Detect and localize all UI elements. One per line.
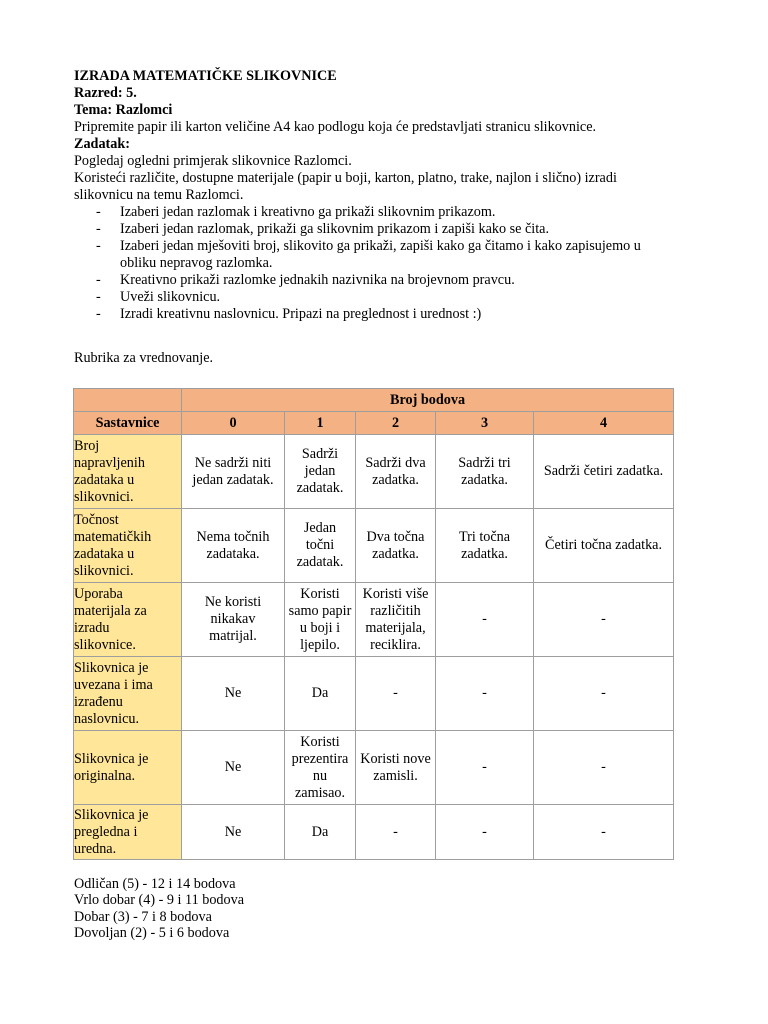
cell-line: jedan zadatak.: [192, 471, 274, 488]
cell-line: Uporaba: [74, 585, 123, 602]
bullet-dash: -: [96, 238, 101, 254]
bullet-dash: -: [96, 221, 101, 237]
cell-line: izrađenu: [74, 693, 123, 710]
cell-line: nu: [312, 767, 328, 784]
grade-line: Odličan (5) - 12 i 14 bodova: [74, 876, 236, 892]
intro-text: Pripremite papir ili karton veličine A4 kao podlogu koja će predstavljati stranicu slikovnice.: [74, 119, 597, 135]
cell-line: uvezana i ima: [74, 676, 153, 693]
cell-line: Ne: [224, 685, 242, 701]
cell-line: -: [601, 611, 606, 627]
score-cell: [285, 657, 356, 731]
score-cell: [182, 583, 285, 657]
cell-line: zadatka.: [372, 545, 419, 562]
points-group-header: Broj bodova: [182, 389, 674, 412]
task-line-1: Pogledaj ogledni primjerak slikovnice Razlomci.: [74, 153, 352, 169]
task-text: Kreativno prikaži razlomke jednakih nazivnika na brojevnom pravcu.: [120, 272, 515, 288]
score-cell: [182, 435, 285, 509]
grade-line: Dovoljan (2) - 5 i 6 bodova: [74, 924, 230, 941]
score-cell: [436, 583, 534, 657]
cell-line: zadataka u: [74, 545, 135, 562]
score-cell: [436, 805, 534, 860]
cell-line: slikovnici.: [74, 488, 134, 505]
table-row: [74, 731, 674, 805]
task-list-item: [74, 289, 694, 306]
cell-line: izradu: [74, 619, 110, 636]
cell-line: Jedan: [303, 520, 337, 536]
score-cell: [534, 657, 674, 731]
criterion-cell: [74, 731, 182, 805]
cell-line: Ne koristi: [204, 594, 262, 610]
criterion-cell: [74, 657, 182, 731]
criterion-cell: [74, 435, 182, 509]
score-cell: [182, 509, 285, 583]
cell-line: Koristi više: [362, 585, 429, 602]
score-cell: [285, 583, 356, 657]
cell-line: zamisli.: [373, 767, 418, 784]
score-cell: [436, 657, 534, 731]
cell-line: naslovnicu.: [74, 710, 140, 727]
task-list-item: [74, 306, 694, 323]
cell-line: Slikovnica je: [74, 750, 149, 767]
cell-line: Ne: [224, 823, 242, 840]
task-list-item: [74, 272, 694, 289]
cell-line: Ne: [224, 759, 242, 775]
task-line-2b: slikovnicu na temu Razlomci.: [74, 187, 244, 203]
table-row: [74, 657, 674, 731]
cell-line: originalna.: [74, 767, 136, 784]
table-row: [74, 805, 674, 860]
grade-line: Dobar (3) - 7 i 8 bodova: [74, 908, 212, 925]
cell-line: Sadrži: [301, 446, 339, 462]
cell-line: napravljenih: [74, 454, 145, 471]
score-cell: [182, 657, 285, 731]
table-row: [74, 509, 674, 583]
score-cell: [436, 435, 534, 509]
criterion-cell: [74, 509, 182, 583]
cell-line: Nema točnih: [196, 528, 270, 545]
criterion-cell: [74, 805, 182, 860]
cell-line: -: [393, 685, 398, 701]
cell-line: različitih: [370, 602, 421, 619]
cell-line: nikakav: [210, 611, 256, 627]
cell-line: pregledna i: [74, 823, 138, 840]
cell-line: Sadrži tri: [458, 454, 511, 471]
cell-line: Sadrži četiri zadatka.: [543, 463, 664, 479]
cell-line: zadatka.: [461, 471, 508, 488]
bullet-dash: -: [96, 272, 101, 288]
cell-line: matematičkih: [74, 528, 152, 545]
cell-line: Sadrži dva: [365, 454, 426, 471]
score-cell: [182, 731, 285, 805]
cell-line: Koristi: [300, 733, 340, 750]
cell-line: Koristi nove: [360, 750, 431, 767]
rubric-caption: Rubrika za vrednovanje.: [74, 350, 214, 366]
task-list: [74, 204, 694, 323]
points-header-cell: 4: [534, 412, 674, 435]
cell-line: -: [601, 685, 606, 701]
table-row: [74, 435, 674, 509]
criterion-cell: [74, 583, 182, 657]
grade-scale: [74, 876, 244, 941]
score-cell: [182, 805, 285, 860]
points-header-cell: 2: [356, 412, 436, 435]
cell-line: zadatka.: [372, 471, 419, 488]
cell-line: zadataka.: [206, 545, 260, 562]
cell-line: Tri točna: [458, 528, 511, 545]
bullet-dash: -: [96, 306, 101, 322]
task-list-item: [74, 255, 694, 272]
score-cell: [534, 805, 674, 860]
score-cell: [356, 435, 436, 509]
score-cell: [356, 583, 436, 657]
points-header-cell: 0: [182, 412, 285, 435]
cell-line: slikovnice.: [74, 636, 136, 653]
cell-line: zadatak.: [296, 554, 344, 570]
score-cell: [356, 805, 436, 860]
cell-line: samo papir: [288, 602, 352, 619]
cell-line: -: [482, 759, 487, 775]
cell-line: slikovnici.: [74, 562, 134, 579]
score-cell: [356, 509, 436, 583]
cell-line: Broj: [74, 437, 100, 454]
cell-line: -: [601, 759, 606, 775]
score-cell: [285, 731, 356, 805]
task-text: Izaberi jedan mješoviti broj, slikovito ga prikaži, zapiši kako ga čitamo i kako zapisujemo u: [120, 238, 641, 254]
rubric-table: [73, 388, 674, 860]
task-list-item: [74, 204, 694, 221]
cell-line: Slikovnica je: [74, 659, 149, 676]
score-cell: [534, 583, 674, 657]
table-row: [74, 583, 674, 657]
cell-line: materijala za: [74, 602, 147, 619]
score-cell: [356, 657, 436, 731]
document-title: IZRADA MATEMATIČKE SLIKOVNICE: [74, 68, 337, 84]
score-cell: [356, 731, 436, 805]
score-cell: [285, 509, 356, 583]
task-heading: Zadatak:: [74, 136, 130, 152]
cell-line: zadatka.: [461, 545, 508, 562]
grade-label: Razred: 5.: [74, 85, 137, 101]
cell-line: Dva točna: [366, 528, 425, 545]
task-text: obliku nepravog razlomka.: [120, 255, 273, 271]
cell-line: -: [482, 685, 487, 701]
score-cell: [436, 731, 534, 805]
points-header-cell: 3: [436, 412, 534, 435]
cell-line: -: [601, 823, 606, 840]
cell-line: točni: [305, 537, 335, 553]
cell-line: Točnost: [74, 511, 119, 528]
cell-line: zamisao.: [294, 784, 346, 801]
cell-line: Da: [311, 685, 329, 701]
cell-line: jedan: [304, 463, 336, 479]
cell-line: matrijal.: [209, 628, 257, 644]
task-text: Izaberi jedan razlomak, prikaži ga slikovnim prikazom i zapiši kako se čita.: [120, 221, 550, 237]
cell-line: uredna.: [74, 840, 117, 857]
task-text: Izaberi jedan razlomak i kreativno ga prikaži slikovnim prikazom.: [120, 204, 496, 220]
task-list-item: [74, 238, 694, 255]
cell-line: zadataka u: [74, 471, 135, 488]
cell-line: prezentira: [291, 750, 349, 767]
cell-line: zadatak.: [296, 480, 344, 496]
task-line-2a: Koristeći različite, dostupne materijale (papir u boji, karton, platno, trake, najlon i slično) izradi: [74, 170, 617, 186]
cell-line: Četiri točna zadatka.: [545, 537, 663, 553]
points-header-cell: 1: [285, 412, 356, 435]
score-cell: [534, 509, 674, 583]
cell-line: Ne sadrži niti: [194, 454, 272, 471]
cell-line: materijala,: [365, 619, 426, 636]
task-text: Izradi kreativnu naslovnicu. Pripazi na preglednost i urednost :): [120, 306, 482, 322]
criteria-column-header: Sastavnice: [74, 412, 182, 435]
cell-line: -: [482, 611, 487, 627]
cell-line: -: [482, 823, 487, 840]
cell-line: Koristi: [300, 585, 340, 602]
document-body: [74, 68, 694, 367]
task-list-item: [74, 221, 694, 238]
cell-line: reciklira.: [370, 636, 421, 653]
score-cell: [285, 435, 356, 509]
cell-line: u boji i: [299, 619, 341, 636]
score-cell: [534, 435, 674, 509]
cell-line: -: [393, 823, 398, 840]
cell-line: Da: [311, 823, 329, 840]
score-cell: [285, 805, 356, 860]
bullet-dash: -: [96, 204, 101, 220]
cell-line: ljepilo.: [300, 636, 340, 653]
cell-line: Slikovnica je: [74, 806, 149, 823]
score-cell: [436, 509, 534, 583]
task-text: Uveži slikovnicu.: [120, 289, 221, 305]
grade-line: Vrlo dobar (4) - 9 i 11 bodova: [74, 892, 245, 909]
bullet-dash: -: [96, 289, 101, 305]
score-cell: [534, 731, 674, 805]
header-empty-cell: [74, 389, 182, 412]
topic-label: Tema: Razlomci: [74, 102, 173, 118]
